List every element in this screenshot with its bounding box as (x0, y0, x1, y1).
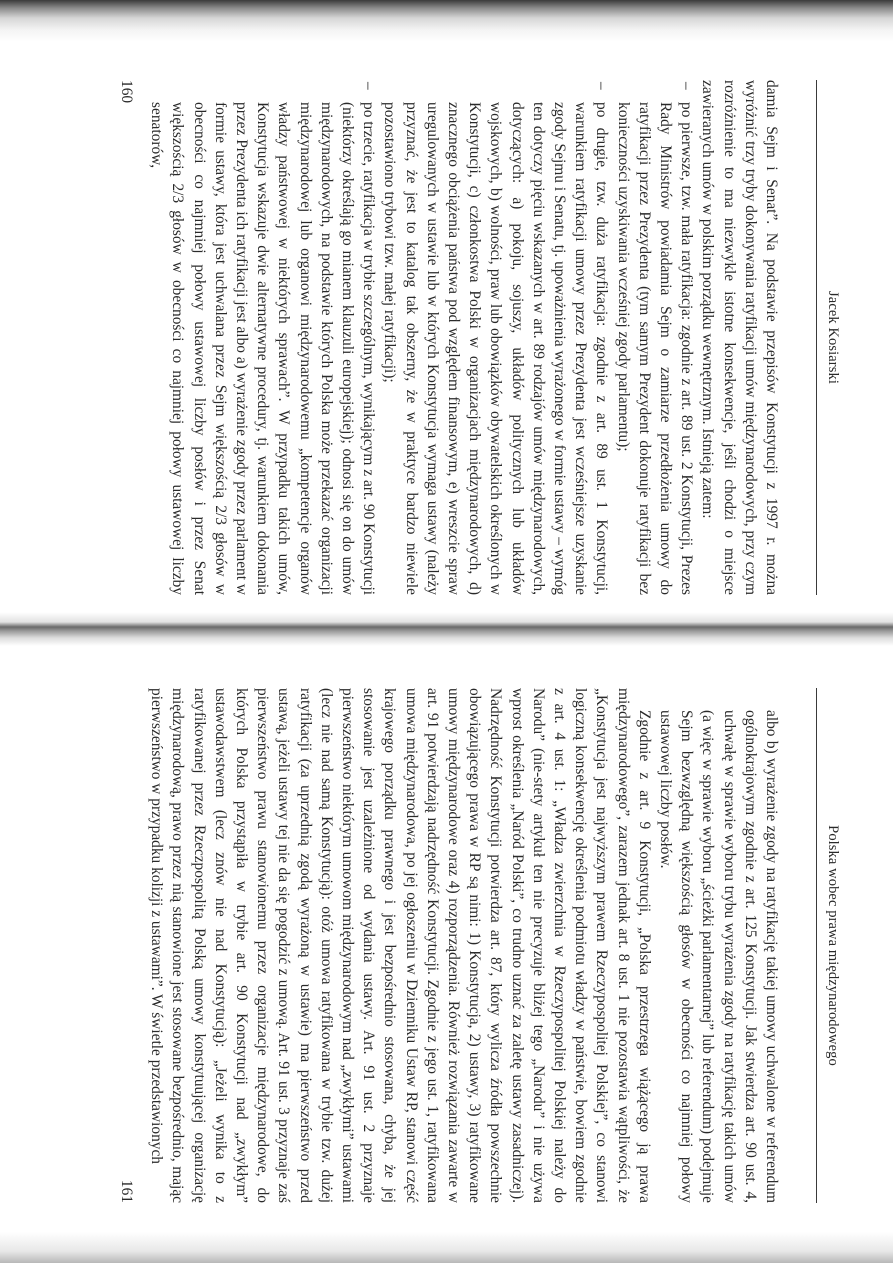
page-161-body (146, 688, 782, 1203)
list-item-text: albo b) wyrażenie zgody na ratyfikację takiej umowy uchwalone w referendum ogólnokrajowym zgodnie z art. 125 Konstytucji. Jak stwierdza art. 90 ust. 4, uchwałę w sprawie wyboru trybu wyrażenia zgody na ratyfikację takich umów (a więc w sprawie wyboru „ścieżki parlamentarnej” lub referendum) podejmuje Sejm bezwzględną większością głosów w obecności co najmniej połowy ustawowej liczby posłów. (656, 710, 780, 1203)
list-dash: – (360, 82, 378, 90)
list-item-special-ratification (146, 80, 379, 595)
list-item-text: po trzecie, ratyfikacja w trybie szczególnym, wynikającym z art. 90 Konstytucji (niektórzy określają go mianem klauzuli europejskiej); odnosi się on do umów międzynarodowych, na podstawie których Polska może przekazać organizacji międzynarodowej lub organowi międzynarodowemu „kompetencje organów władzy państwowej w niektórych sprawach”. W przypadku takich umów, Konstytucja wskazuje dwie alternatywne procedury, tj. warunkiem dokonania przez Prezydenta ich ratyfikacji jest albo a) wyrażenie zgody przez parlament w formie ustawy, która jest uchwalana przez Sejm większością 2/3 głosów w obecności co najmniej połowy ustawowej liczby posłów i przez Senat większością 2/3 głosów w obecności co najmniej połowy ustawowej liczby senatorów, (148, 102, 378, 595)
body-paragraph: Zgodnie z art. 9 Konstytucji, „Polska przestrzega wiążącego ją prawa międzynarodowego”, zarazem jednak art. 8 ust. 1 nie pozostawia wątpliwości, że „Konstytucja jest najwyższym prawem Rzeczypospolitej Polskiej”, co stanowi logiczną konsekwencję określenia podmiotu władzy w państwie, bowiem zgodnie z art. 4 ust. 1: „Władza zwierzchnia w Rzeczypospolitej Polskiej należy do Narodu” (nie-stety artykuł ten nie precyzuje bliżej tego „Narodu” i nie używa wprost określenia „Naród Polski”, co trudno uznać za zaletę ustawy zasadniczej). Nadrzędność Konstytucji potwierdza art. 87, który wylicza źródła powszechnie obowiązującego prawa w RP są nimi: 1) Konstytucja, 2) ustawy, 3) ratyfikowane umowy międzynarodowe oraz 4) rozporządzenia. Również rozwiązania zawarte w art. 91 potwierdzają nadrzędność Konstytucji. Zgodnie z jego ust. 1, ratyfikowana umowa międzynarodowa, po jej ogłoszeniu w Dzienniku Ustaw RP, stanowi część krajowego porządku prawnego i jest bezpośrednio stosowana, chyba, że jej stosowanie jest uzależnione od wydania ustawy. Art. 91 ust. 2 przyznaje pierwszeństwo niektórym umowom międzynarodowym nad „zwykłymi” ustawami (lecz nie nad samą Konstytucją): otóż umowa ratyfikowana w trybie tzw. dużej ratyfikacji (za uprzednią zgodą wyrażoną w ustawie) ma pierwszeństwo przed ustawą, jeżeli ustawy tej nie da się pogodzić z umową. Art. 91 ust. 3 przyznaje zaś pierwszeństwo prawu stanowionemu przez organizacje międzynarodowe, do których Polska przystąpiła w trybie art. 90 Konstytucji nad „zwykłym” ustawodawstwem (lecz znów nie nad Konstytucją): „Jeżeli wynika to z ratyfikowanej przez Rzeczpospolitą Polską umowy konstytuującej organizację międzynarodową, prawo przez nią stanowione jest stosowane bezpośrednio, mając pierwszeństwo w przypadku kolizji z ustawami”. W świetle przedstawionych (148, 688, 653, 1203)
page-number: 160 (118, 80, 136, 104)
header-rule (816, 688, 817, 1203)
scan-top-edge (0, 0, 893, 42)
page-160 (108, 80, 843, 595)
intro-paragraph: damia Sejm i Senat”. Na podstawie przepisów Konstytucji z 1997 r. można wyróżnić trzy tryby dokonywania ratyfikacji umów międzynarodowych, przy czym rozróżnienie to ma niezwykle istotne konsekwencje, jeśli chodzi o miejsce zawieranych umów w polskim porządku wewnętrznym. Istnieją zatem: (699, 80, 780, 595)
page-161 (108, 688, 843, 1203)
scan-bottom-edge (0, 1232, 893, 1263)
list-item-continuation (655, 688, 782, 1203)
page-160-body (146, 80, 782, 595)
page-number: 161 (118, 1179, 136, 1203)
list-item-large-ratification (379, 80, 612, 595)
list-dash: – (593, 82, 611, 90)
list-item-text: po pierwsze, tzw. mała ratyfikacja: zgodnie z art. 89 ust. 2 Konstytucji, Prezes Rady Ministrów powiadamia Sejm o zamiarze przedłożenia umowy do ratyfikacji przez Prezydenta (tym samym Prezydent dokonuje ratyfikacji bez konieczności uzyskiwania wcześniej zgody parlamentu); (614, 102, 696, 595)
running-head-title: Polska wobec prawa międzynarodowego (825, 825, 841, 1066)
running-head-author: Jacek Kosiarski (825, 291, 841, 384)
list-dash: – (678, 82, 696, 90)
header-rule (816, 80, 817, 595)
list-item-small-ratification (612, 80, 697, 595)
list-item-text: po drugie, tzw. duża ratyfikacja: zgodnie z art. 89 ust. 1 Konstytucji, warunkiem ratyfikacji umowy przez Prezydenta jest wcześniejsze uzyskanie zgody Sejmu i Senatu, tj. upoważnienia wyrażonego w formie ustawy – wymóg ten dotyczy pięciu wskazanych w art. 89 rodzajów umów międzynarodowych, dotyczących: a) pokoju, sojuszy, układów politycznych lub układów wojskowych, b) wolności, praw lub obowiązków obywatelskich określonych w Konstytucji, c) członkostwa Polski w organizacjach międzynarodowych, d) znacznego obciążenia państwa pod względem finansowym, e) wreszcie spraw uregulowanych w ustawie lub w których Konstytucja wymaga ustawy (należy przyznać, że jest to katalog tak obszerny, że w praktyce bardzo niewiele pozostawiono trybowi tzw. małej ratyfikacji); (381, 102, 611, 595)
book-gutter-fold (0, 612, 893, 646)
